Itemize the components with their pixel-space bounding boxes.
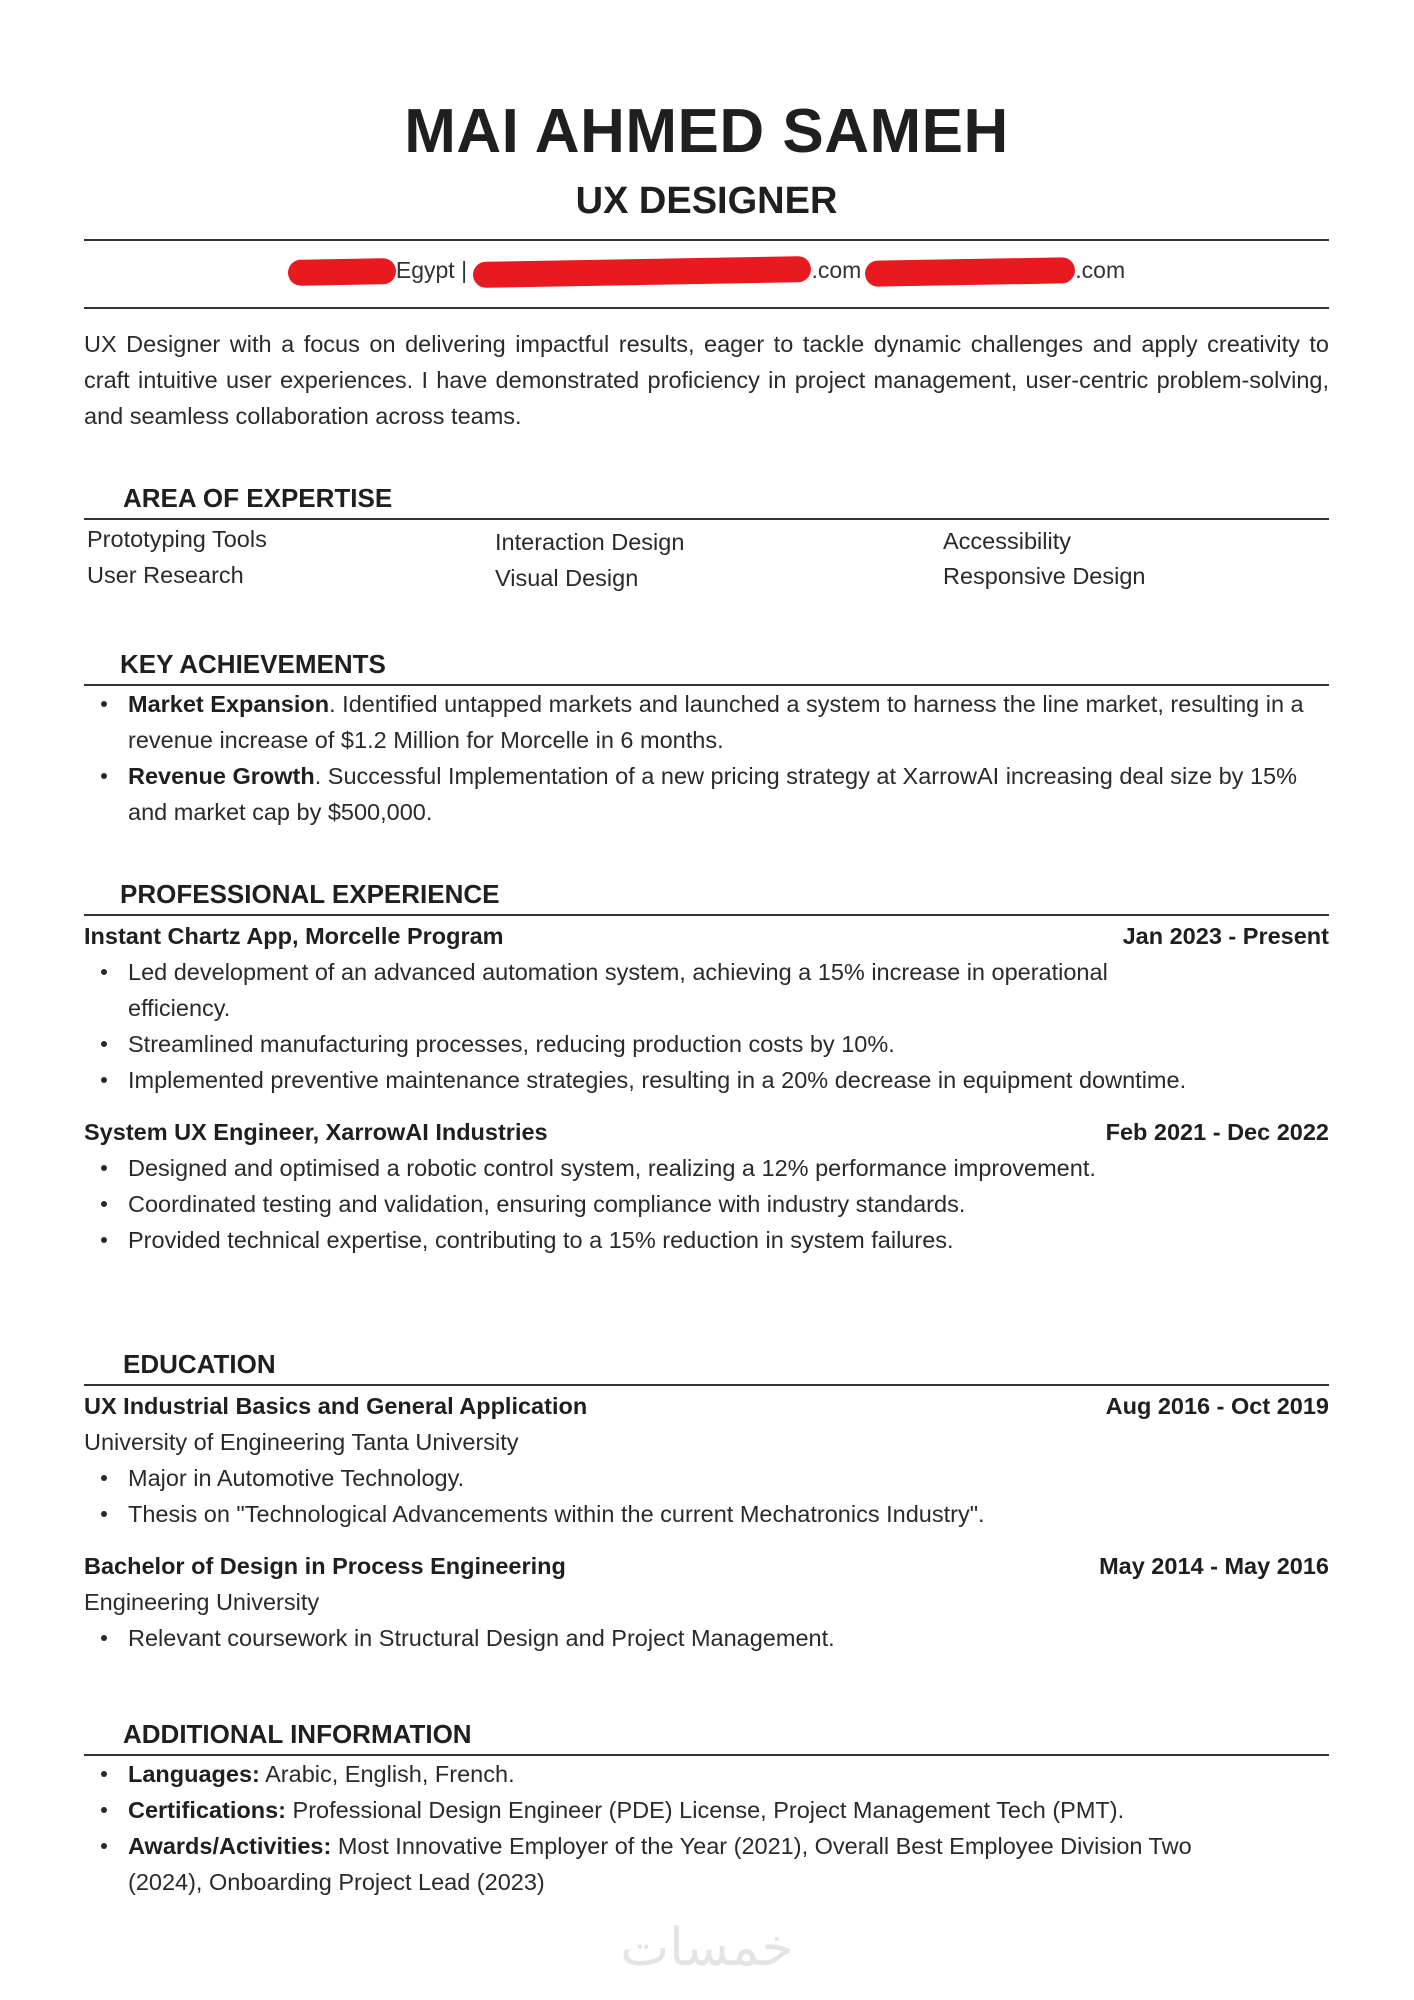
- job-title: UX DESIGNER: [575, 180, 838, 222]
- achievement-text: . Successful Implementation of a new pricing strategy at XarrowAI increasing deal size by 15% and market cap by $500,000.: [128, 763, 1297, 825]
- list-item: [84, 1756, 1329, 1792]
- job-role: Instant Chartz App, Morcelle Program: [84, 923, 504, 949]
- list-item: [84, 686, 1329, 758]
- skill-item: Visual Design: [495, 565, 639, 591]
- section-education: [84, 1346, 1329, 1656]
- skill-item: Prototyping Tools: [87, 526, 267, 552]
- summary-paragraph: UX Designer with a focus on delivering impactful results, eager to tackle dynamic challenges and apply creativity to craft intuitive user experiences. I have demonstrated proficiency in project management, user-centric problem-solving, and seamless collaboration across teams.: [84, 331, 1329, 429]
- achievement-label: Market Expansion: [128, 691, 330, 717]
- education-header: [84, 1548, 1329, 1584]
- school-name: University of Engineering Tanta University: [84, 1429, 519, 1455]
- info-label: Languages:: [128, 1761, 260, 1787]
- additional-list: [84, 1756, 1329, 1900]
- section-title: PROFESSIONAL EXPERIENCE: [120, 879, 500, 909]
- list-item: Relevant coursework in Structural Design and Project Management.: [84, 1620, 1329, 1656]
- education-dates: May 2014 - May 2016: [1099, 1553, 1329, 1579]
- list-item: [84, 1792, 1329, 1828]
- job-entry: [84, 918, 1329, 1098]
- section-expertise: [84, 480, 1329, 600]
- education-header: [84, 1388, 1329, 1424]
- list-item: Coordinated testing and validation, ensuring compliance with industry standards.: [84, 1186, 1329, 1222]
- education-entry: [84, 1388, 1329, 1532]
- skill-item: Interaction Design: [495, 529, 685, 555]
- contact-separator: |: [461, 257, 468, 283]
- list-item: [84, 1828, 1329, 1900]
- list-item: Major in Automotive Technology.: [84, 1460, 1329, 1496]
- info-text: Professional Design Engineer (PDE) License, Project Management Tech (PMT).: [286, 1797, 1125, 1823]
- contact-email: .com: [1075, 257, 1126, 283]
- education-entry: [84, 1548, 1329, 1656]
- section-title: ADDITIONAL INFORMATION: [123, 1719, 472, 1749]
- education-dates: Aug 2016 - Oct 2019: [1105, 1393, 1329, 1419]
- list-item: [84, 758, 1329, 830]
- section-title: AREA OF EXPERTISE: [123, 483, 393, 513]
- job-header: [84, 1114, 1329, 1150]
- achievement-label: Revenue Growth: [128, 763, 315, 789]
- list-item: Designed and optimised a robotic control system, realizing a 12% performance improvement.: [84, 1150, 1329, 1186]
- degree-title: UX Industrial Basics and General Application: [84, 1393, 588, 1419]
- watermark-logo: خمسات: [620, 1918, 794, 1978]
- section-additional: [84, 1716, 1329, 1900]
- info-text: Arabic, English, French.: [259, 1761, 515, 1787]
- list-item: Provided technical expertise, contributing to a 15% reduction in system failures.: [84, 1222, 1329, 1258]
- list-item: Led development of an advanced automation system, achieving a 15% increase in operational efficiency.: [84, 954, 1329, 1026]
- section-divider: [84, 1384, 1329, 1386]
- job-bullets: [84, 954, 1329, 1098]
- contact-website: .com: [811, 257, 862, 283]
- contact-location: Egypt: [395, 257, 455, 283]
- job-dates: Feb 2021 - Dec 2022: [1105, 1119, 1329, 1145]
- info-label: Awards/Activities:: [128, 1833, 332, 1859]
- job-entry: [84, 1114, 1329, 1258]
- list-item: Implemented preventive maintenance strategies, resulting in a 20% decrease in equipment downtime.: [84, 1062, 1329, 1098]
- job-dates: Jan 2023 - Present: [1122, 923, 1329, 949]
- section-title: EDUCATION: [123, 1349, 276, 1379]
- section-divider: [84, 914, 1329, 916]
- skill-item: User Research: [87, 562, 244, 588]
- redacted-email: [865, 257, 1075, 287]
- candidate-name: MAI AHMED SAMEH: [404, 97, 1009, 166]
- job-role: System UX Engineer, XarrowAI Industries: [84, 1119, 548, 1145]
- skill-item: Responsive Design: [943, 563, 1146, 589]
- achievement-text: . Identified untapped markets and launched a system to harness the line market, resulting in a revenue increase of $1.2 Million for Morcelle in 6 months.: [128, 691, 1304, 753]
- achievements-list: [84, 686, 1329, 830]
- skills-grid: [84, 520, 1329, 600]
- header-top-rule: [84, 239, 1329, 241]
- info-text: Most Innovative Employer of the Year (2021), Overall Best Employee Division Two (2024), Onboarding Project Lead (2023): [128, 1833, 1192, 1895]
- section-title: KEY ACHIEVEMENTS: [120, 649, 386, 679]
- header-bottom-rule: [84, 307, 1329, 309]
- list-item: Streamlined manufacturing processes, reducing production costs by 10%.: [84, 1026, 1329, 1062]
- info-label: Certifications:: [128, 1797, 286, 1823]
- job-header: [84, 918, 1329, 954]
- education-bullets: [84, 1460, 1329, 1532]
- redacted-location: [288, 258, 396, 286]
- contact-line: [84, 257, 1329, 285]
- job-bullets: [84, 1150, 1329, 1258]
- section-achievements: [84, 646, 1329, 830]
- section-experience: [84, 876, 1329, 1258]
- redacted-website: [473, 256, 811, 288]
- list-item: Thesis on "Technological Advancements within the current Mechatronics Industry".: [84, 1496, 1329, 1532]
- school-name: Engineering University: [84, 1589, 320, 1615]
- degree-title: Bachelor of Design in Process Engineering: [84, 1553, 566, 1579]
- education-bullets: [84, 1620, 1329, 1656]
- skill-item: Accessibility: [943, 528, 1071, 554]
